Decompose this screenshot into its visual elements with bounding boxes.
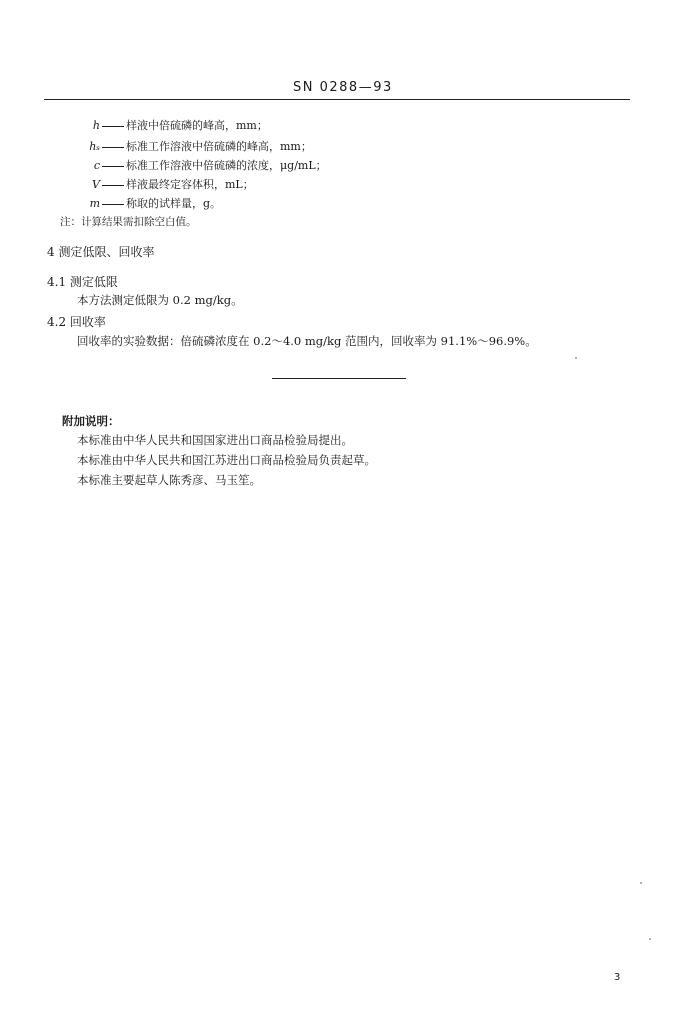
- variable-description: 称取的试样量，g。: [126, 197, 222, 210]
- page-number: 3: [614, 972, 621, 983]
- appendix-line: 本标准由中华人民共和国江苏进出口商品检验局负责起草。: [77, 453, 376, 467]
- variable-symbol: c: [93, 159, 100, 172]
- variable-symbol: V: [92, 178, 100, 191]
- subsection-body: 回收率的实验数据：倍硫磷浓度在 0.2～4.0 mg/kg 范围内，回收率为 91.1%～96.9%。: [77, 334, 537, 348]
- dash: [102, 204, 124, 205]
- variable-row: [86, 157, 327, 173]
- appendix-line: 本标准由中华人民共和国国家进出口商品检验局提出。: [77, 433, 353, 447]
- variable-symbol: h: [92, 119, 100, 132]
- scan-speck: [640, 882, 642, 884]
- subsection-body: 本方法测定低限为 0.2 mg/kg。: [77, 293, 243, 307]
- variable-row: [86, 138, 312, 154]
- appendix-line: 本标准主要起草人陈秀彦、马玉笙。: [77, 473, 261, 487]
- variable-row: [86, 195, 221, 211]
- variable-row: [86, 176, 254, 192]
- end-rule: [272, 378, 406, 379]
- variable-row: [86, 117, 268, 133]
- header-rule: [44, 99, 630, 100]
- document-code: SN 0288—93: [293, 80, 393, 95]
- subsection-heading: 4.2 回收率: [47, 315, 106, 329]
- appendix-title: 附加说明：: [62, 414, 120, 428]
- variable-symbol: hₛ: [89, 140, 100, 153]
- variable-symbol: m: [89, 197, 100, 210]
- variable-description: 样液中倍硫磷的峰高，mm；: [126, 119, 268, 132]
- dash: [102, 126, 124, 127]
- calculation-note: 注：计算结果需扣除空白值。: [60, 216, 197, 228]
- section-heading: 4 测定低限、回收率: [47, 245, 155, 259]
- subsection-heading: 4.1 测定低限: [47, 275, 118, 289]
- dash: [102, 147, 124, 148]
- dash: [102, 166, 124, 167]
- scan-speck: [575, 357, 577, 359]
- variable-description: 标准工作溶液中倍硫磷的浓度，μg/mL；: [126, 159, 327, 172]
- variable-description: 标准工作溶液中倍硫磷的峰高，mm；: [126, 140, 312, 153]
- dash: [102, 185, 124, 186]
- variable-description: 样液最终定容体积，mL；: [126, 178, 254, 191]
- scan-speck: [649, 938, 651, 940]
